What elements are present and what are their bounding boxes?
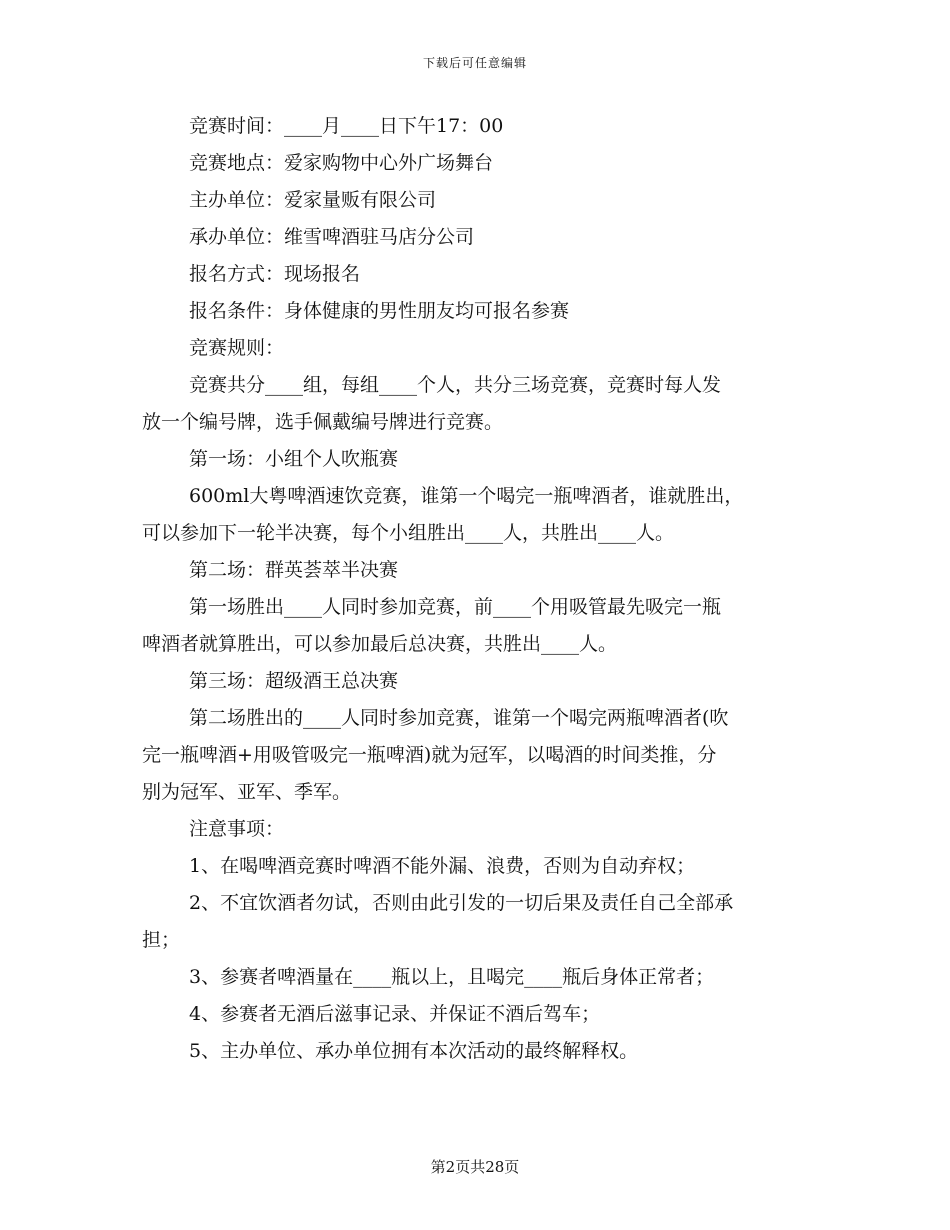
section-heading: 第二场：群英荟萃半决赛 [189,559,399,581]
text-line: 第一场胜出____人同时参加竞赛，前____个用吸管最先吸完一瓶 [189,596,722,618]
text-line: 主办单位：爱家量贩有限公司 [189,189,437,211]
text-line: 报名条件：身体健康的男性朋友均可报名参赛 [189,300,570,322]
page-number: 第2页共28页 [430,1158,520,1176]
text-line: 竞赛时间：____月____日下午17：00 [189,115,504,137]
section-heading: 注意事项： [189,818,285,840]
text-line: 报名方式：现场报名 [189,263,361,285]
text-line: 啤酒者就算胜出，可以参加最后总决赛，共胜出____人。 [142,633,618,655]
page-header-note: 下载后可任意编辑 [422,56,527,70]
section-heading: 竞赛规则： [189,337,285,359]
text-line: 可以参加下一轮半决赛，每个小组胜出____人，共胜出____人。 [142,522,675,544]
text-line: 放一个编号牌，选手佩戴编号牌进行竞赛。 [142,411,504,433]
list-item: 1、在喝啤酒竞赛时啤酒不能外漏、浪费，否则为自动弃权； [189,855,696,877]
list-item: 5、主办单位、承办单位拥有本次活动的最终解释权。 [189,1040,639,1062]
text-line: 承办单位：维雪啤酒驻马店分公司 [189,226,475,248]
text-line: 竞赛地点：爱家购物中心外广场舞台 [189,152,494,174]
text-line: 第二场胜出的____人同时参加竞赛，谁第一个喝完两瓶啤酒者(吹 [189,707,729,729]
document-body [142,108,812,1070]
list-item: 4、参赛者无酒后滋事记录、并保证不酒后驾车； [189,1003,601,1025]
text-line: 600ml大粤啤酒速饮竞赛，谁第一个喝完一瓶啤酒者，谁就胜出， [189,485,744,507]
list-item: 3、参赛者啤酒量在____瓶以上，且喝完____瓶后身体正常者； [189,966,715,988]
list-item-continuation: 担； [142,929,181,951]
section-heading: 第三场：超级酒王总决赛 [189,670,399,692]
text-line: 别为冠军、亚军、季军。 [142,781,352,803]
text-line: 完一瓶啤酒+用吸管吸完一瓶啤酒)就为冠军，以喝酒的时间类推，分 [142,744,717,766]
list-item: 2、不宜饮酒者勿试，否则由此引发的一切后果及责任自己全部承 [189,892,734,914]
section-heading: 第一场：小组个人吹瓶赛 [189,448,399,470]
text-line: 竞赛共分____组，每组____个人，共分三场竞赛，竞赛时每人发 [189,374,722,396]
